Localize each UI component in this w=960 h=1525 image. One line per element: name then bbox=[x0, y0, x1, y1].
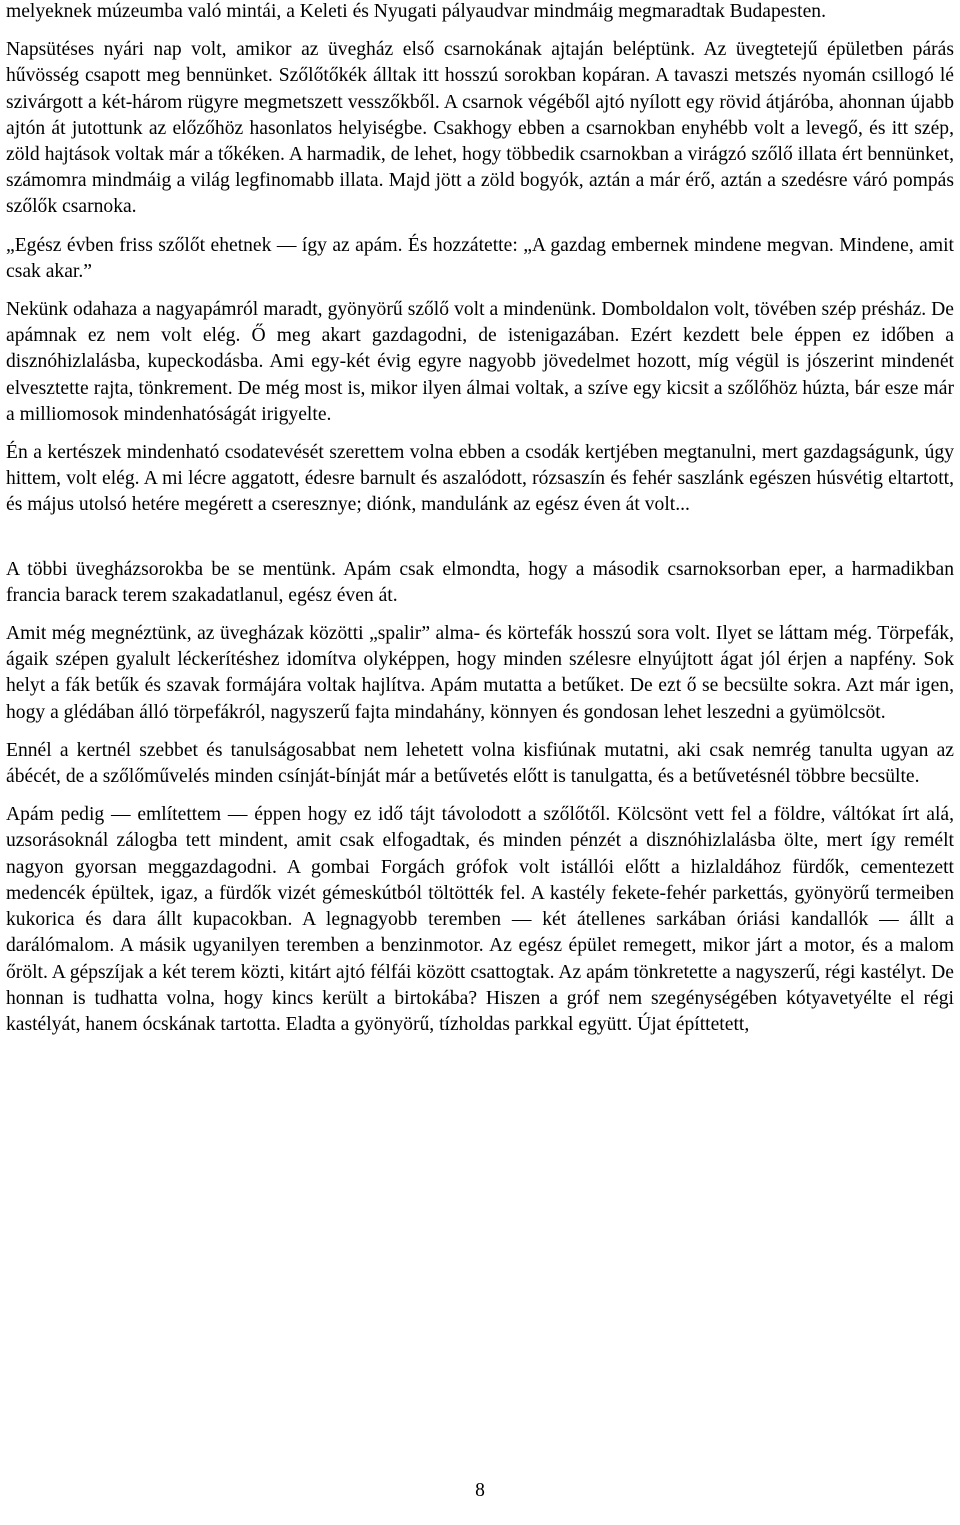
paragraph-4: Nekünk odahaza a nagyapámról maradt, gyönyörű szőlő volt a mindenünk. Domboldalon volt, tövében szép présház. De apámnak ez nem volt elég. Ő meg akart gazdagodni, de istenigazában. Ezért kezdett bele éppen ez időben a disznóhizlalásba, kupeckodásba. Ami egy-két évig egyre nagyobb jövedelmet hozott, míg végül is jószerint mindenét elvesztette rajta, tönkrement. De még most is, mikor ilyen álmai voltak, a szíve egy kicsit a szőlőhöz húzta, bár esze már a milliomosok mindenhatóságát irigyelte. bbox=[6, 299, 954, 425]
document-page bbox=[6, 0, 954, 1038]
page-number: 8 bbox=[475, 1480, 485, 1501]
paragraph-3: „Egész évben friss szőlőt ehetnek — így az apám. És hozzátette: „A gazdag embernek mindene megvan. Mindene, amit csak akar.” bbox=[6, 234, 954, 282]
paragraph-5: Én a kertészek mindenható csodatevését szerettem volna ebben a csodák kertjében megtanulni, mert gazdagságunk, úgy hittem, volt elég. A mi lécre aggatott, édesre barnult és aszalódott, rózsaszín és fehér saszlánk egészen húsvétig eltartott, és május utolsó hetére megérett a cseresznye; diónk, mandulánk az egész éven át volt... bbox=[6, 442, 954, 516]
paragraph-1: melyeknek múzeumba való mintái, a Keleti és Nyugati pályaudvar mindmáig megmaradtak Budapesten. bbox=[6, 1, 826, 22]
paragraph-6: A többi üvegházsorokba be se mentünk. Apám csak elmondta, hogy a második csarnoksorban eper, a harmadikban francia barack terem szakadatlanul, egész éven át. bbox=[6, 558, 954, 606]
paragraph-9: Apám pedig — említettem — éppen hogy ez idő tájt távolodott a szőlőtől. Kölcsönt vett fel a földre, váltókat írt alá, uzsorásoknál zálogba tett mindent, amit csak elfogadtak, és minden pénzét a disznóhizlalásba ölte, mert így remélt nagyon gyorsan meggazdagodni. A gombai Forgách grófok volt istállói előtt a hizlaldához fürdők, cementezett medencék épültek, igaz, a fürdők vizét gémeskútból töltötték fel. A kastély fekete-fehér parkettás, gyönyörű termeiben kukorica és dara állt kupacokban. A legnagyobb teremben — két átellenes sarkában óriási kandallók — állt a darálómalom. A másik ugyanilyen teremben a benzinmotor. Az egész épület remegett, mikor járt a motor, és a malom őrölt. A gépszíjak a két terem közti, kitárt ajtó félfái között csattogtak. Az apám tönkretette a nagyszerű, régi kastélyt. De honnan is tudhatta volna, hogy kincs került a birtokába? Hiszen a gróf nem szegénységében kótyavetyélte el régi kastélyát, hanem ócskának tartotta. Eladta a gyönyörű, tízholdas parkkal együtt. Újat építtetett, bbox=[6, 804, 954, 1035]
paragraph-7: Amit még megnéztünk, az üvegházak közötti „spalir” alma- és körtefák hosszú sora volt. Ilyet se láttam még. Törpefák, ágaik szépen gyalult léckerítéshez idomítva olyképpen, hogy minden szélesre elnyújtott ágat jól érjen a napfény. Sok helyt a fák betűk és szavak formájára voltak hajlítva. Apám mutatta a betűket. De ezt ő se becsülte sokra. Azt már igen, hogy a glédában álló törpefákról, nagyszerű fajta mindahány, könnyen és gondosan lehet leszedni a gyümölcsöt. bbox=[6, 623, 954, 723]
paragraph-2: Napsütéses nyári nap volt, amikor az üvegház első csarnokának ajtaján beléptünk. Az üvegtetejű épületben párás hűvösség csapott meg bennünket. Szőlőtőkék álltak itt hosszú sorokban kopáran. A tavaszi metszés nyomán csillogó lé szivárgott a két-három rügyre megmetszett vesszőkből. A csarnok végéből ajtó nyílott egy rövid átjáróba, ahonnan újabb ajtón át jutottunk az előzőhöz hasonlatos helyiségbe. Csakhogy ebben a csarnokban enyhébb volt a levegő, és itt szép, zöld hajtások voltak már a tőkéken. A harmadik, de lehet, hogy többedik csarnokban a virágzó szőlő illata ért bennünket, számomra mindmáig a világ legfinomabb illata. Majd jött a zöld bogyók, aztán a már érő, aztán a szedésre váró pompás szőlők csarnoka. bbox=[6, 39, 954, 218]
paragraph-8: Ennél a kertnél szebbet és tanulságosabbat nem lehetett volna kisfiúnak mutatni, aki csak nemrég tanulta ugyan az ábécét, de a szőlőművelés minden csínját-bínját már a betűvetés előtt is tanulgatta, és a betűvetésnél többre becsülte. bbox=[6, 739, 954, 788]
